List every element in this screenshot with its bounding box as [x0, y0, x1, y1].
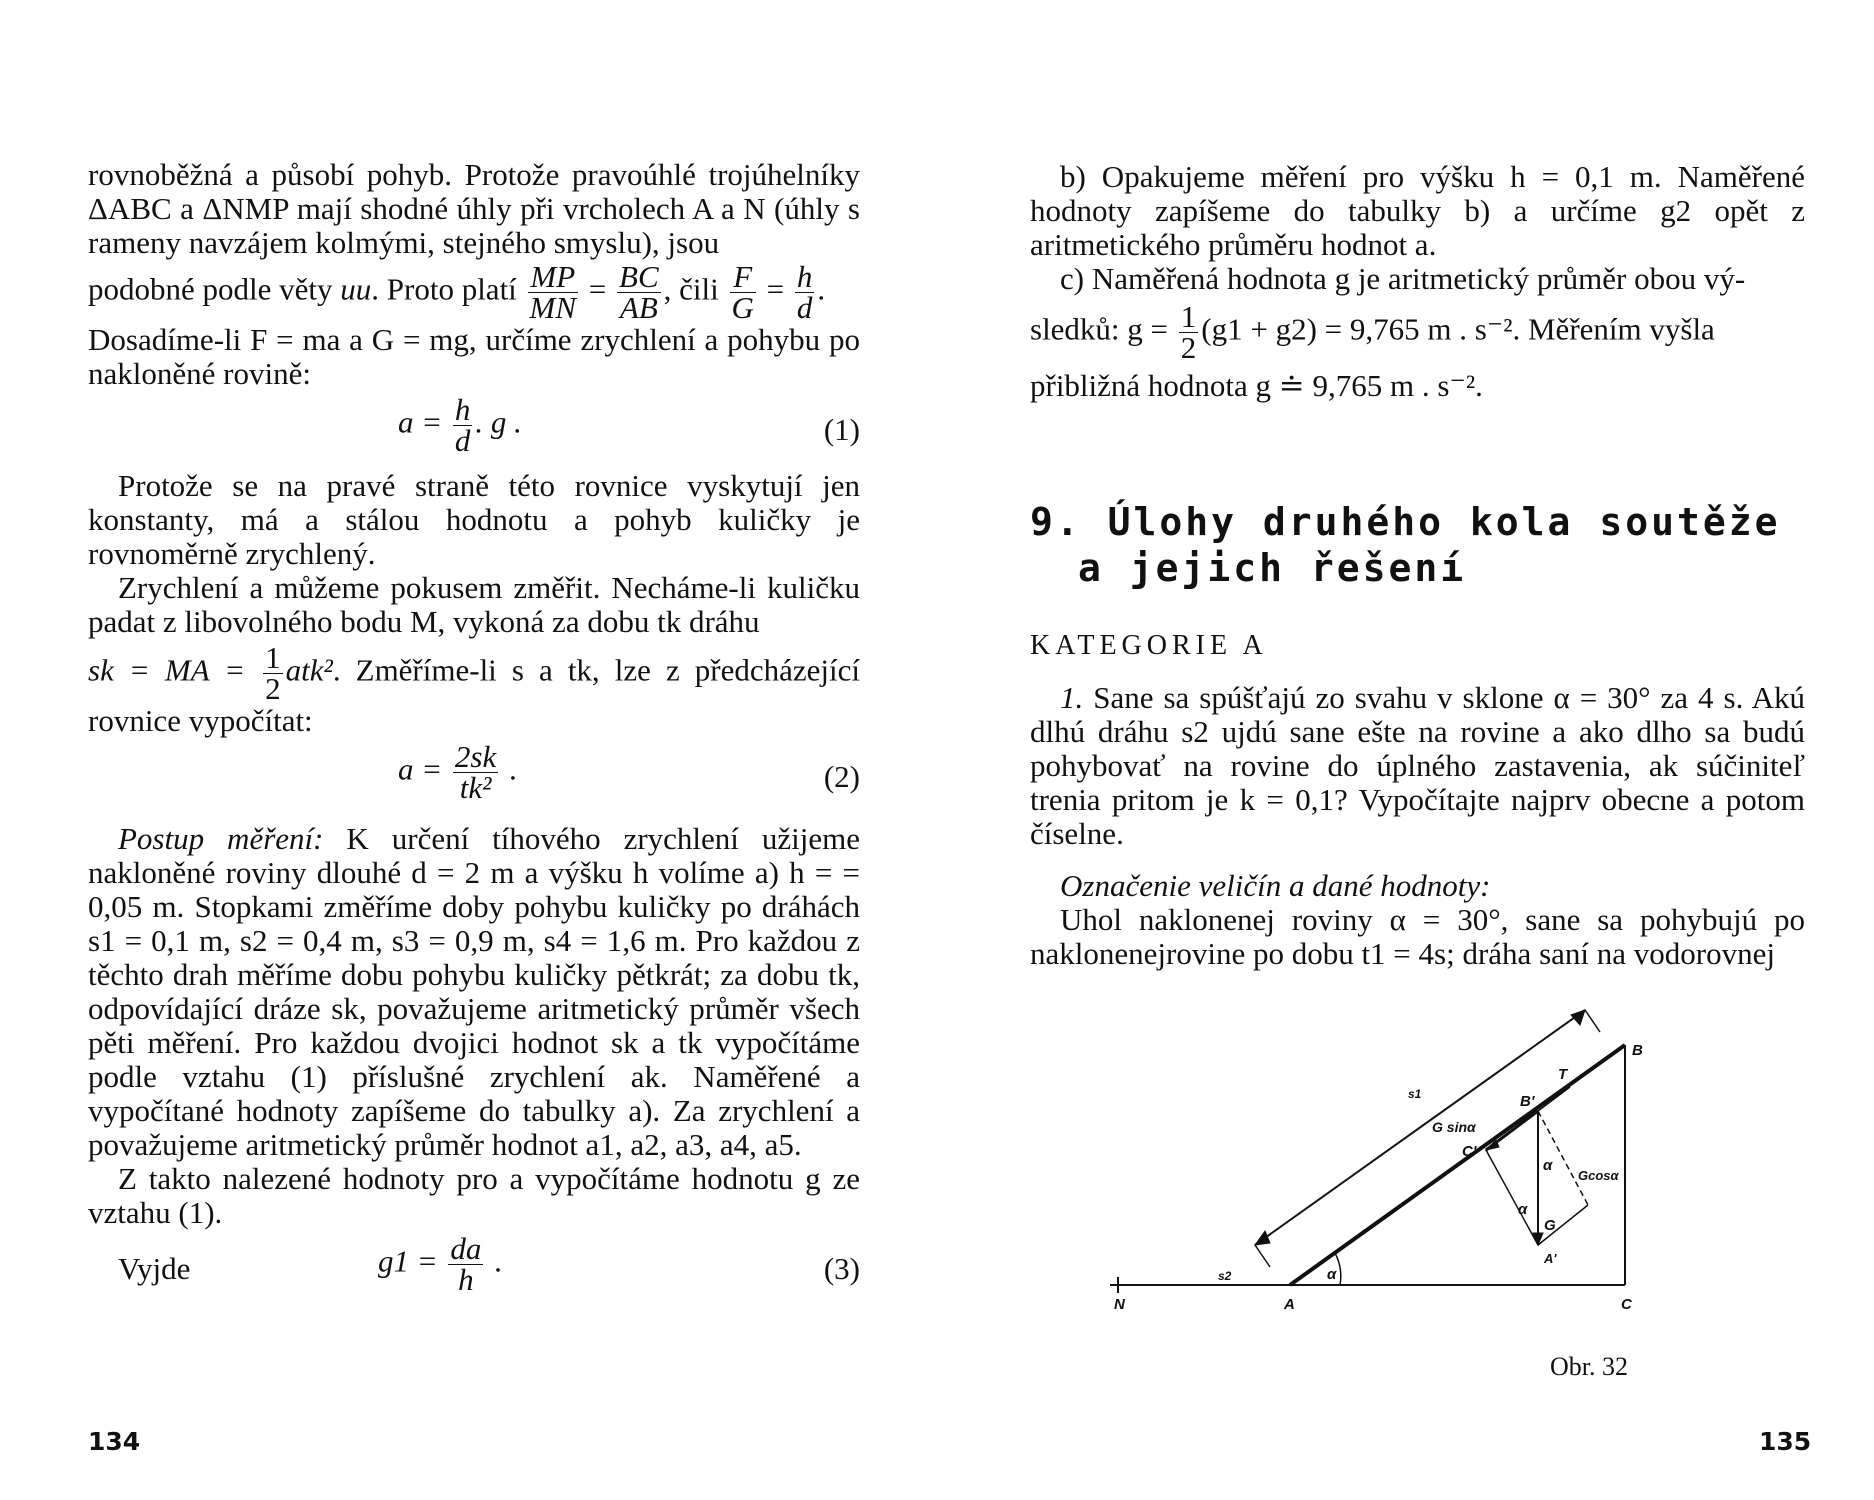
equation-number-2: (2)	[823, 759, 860, 794]
average-formula-line: sledků: g = $\frac{1}{2}$ (g1 + g2) = 9,765 m . s⁻². Měřením vyšla	[1030, 299, 1715, 365]
approx-value-line: přibližná hodnota g ≐ 9,765 m . s⁻².	[1030, 368, 1483, 403]
label-g-cos: Gcosα	[1578, 1168, 1619, 1183]
left-text-column	[88, 158, 860, 1316]
fraction-bc-ab: $\frac{BC}{AB}$	[619, 259, 659, 325]
category-heading: KATEGORIE A	[1030, 630, 1268, 661]
label-a: A	[1284, 1296, 1295, 1313]
label-t: T	[1558, 1066, 1568, 1083]
fraction-mp-mn: $\frac{MP}{MN}$	[529, 259, 577, 325]
label-alpha-3: α	[1327, 1266, 1337, 1283]
label-b-prime: B'	[1520, 1093, 1535, 1110]
figure-caption: Obr. 32	[1550, 1352, 1628, 1381]
label-alpha-2: α	[1518, 1201, 1528, 1218]
equation-number-1: (1)	[823, 412, 860, 447]
label-n: N	[1114, 1296, 1125, 1313]
fraction-half-right: $\frac{1}{2}$	[1180, 299, 1197, 365]
label-alpha-1: α	[1543, 1157, 1553, 1174]
equation-3: Vyjde g1 = $\frac{da}{h}$ . (3)	[118, 1231, 860, 1297]
equation-2: a = $\frac{2sk}{\text{tk²}}$ . (2)	[398, 739, 860, 805]
paragraph-b: b) Opakujeme měření pro výšku h = 0,1 m. Naměřené hodnoty zapíšeme do tabulky b) a určíme g2 opět z aritmetického průměru hodnot a.	[1030, 159, 1805, 262]
label-s1: s1	[1408, 1087, 1422, 1101]
label-g-sin: G sinα	[1432, 1119, 1476, 1135]
paragraph-measure: Zrychlení a můžeme pokusem změřit. Necháme-li kuličku padat z libovolného bodu M, vykoná za dobu tk dráhu	[88, 570, 860, 639]
page-number-left: 134	[88, 1427, 141, 1456]
label-c: C	[1621, 1296, 1632, 1313]
paragraph-c: c) Naměřená hodnota g je aritmetický průměr obou vý-	[1060, 261, 1746, 296]
fraction-f-g: $\frac{F}{G}$	[731, 259, 754, 325]
paragraph-substitution: Dosadíme-li F = ma a G = mg, určíme zrychlení a pohybu po nakloněné rovině:	[88, 322, 860, 391]
page-number-right: 135	[1759, 1427, 1812, 1456]
ratio-line: podobné podle věty uu. Proto platí $\frac{MP}{MN}$ = $\frac{BC}{AB}$ , čili $\frac{F}{G}$ = $\frac{h}{d}$ .	[88, 259, 826, 325]
label-g: G	[1544, 1217, 1556, 1234]
right-text-column	[1030, 160, 1805, 971]
equation-1: a = $\frac{h}{d}$ . g . (1)	[398, 392, 860, 458]
quantities-heading: Označenie veličín a dané hodnoty:	[1060, 868, 1491, 903]
right-page	[937, 0, 1874, 1500]
paragraph-constants: Protože se na pravé straně této rovnice vyskytují jen konstanty, má a stálou hodnotu a pohyb kuličky je rovnoměrně zrychlený.	[88, 468, 860, 571]
formula-line-sk: sk = MA = $\frac{1}{2}$ atk². Změříme-li s a tk, lze z předcházející rovnice vypočítat:	[88, 640, 860, 738]
label-a-prime: A'	[1544, 1251, 1557, 1266]
paragraph-procedure: Postup měření: K určení tíhového zrychlení užijeme nakloněné roviny dlouhé d = 2 m a výšku h volíme a) h = = 0,05 m. Stopkami změříme doby pohybu kuličky po dráhách s1 = 0,1 m, s2 = 0,4 m, s3 = 0,9 m, s4 = 1,6 m. Pro každou z těchto drah měříme dobu pohybu kuličky pětkrát; za dobu tk, odpovídající dráze sk, považujeme aritmetický průměr všech pěti měření. Pro každou dvojici hodnot sk a tk vypočítáme podle vztahu (1) příslušné zrychlení ak. Naměřené a vypočítané hodnoty zapíšeme do tabulky a). Za zrychlení a považujeme aritmetický průměr hodnot a1, a2, a3, a4, a5.	[88, 821, 860, 1162]
label-b: B	[1632, 1042, 1643, 1059]
paragraph-compute-g: Z takto nalezené hodnoty pro a vypočítáme hodnotu g ze vztahu (1).	[88, 1161, 860, 1230]
equation-number-3: (3)	[823, 1251, 860, 1286]
fraction-h-d: $\frac{h}{d}$	[796, 259, 813, 325]
label-c-prime: C'	[1462, 1143, 1477, 1160]
paragraph-angle: Uhol naklonenej roviny α = 30°, sane sa pohybujú po naklonenejrovine po dobu t1 = 4s; dráha saní na vodorovnej	[1030, 902, 1805, 971]
label-s2: s2	[1218, 1269, 1232, 1283]
inclined-plane-figure	[1110, 985, 1750, 1325]
paragraph-similar-triangles: rovnoběžná a působí pohyb. Protože pravoúhlé trojúhelníky ΔABC a ΔNMP mají shodné úhly při vrcholech A a N (úhly s rameny navzájem kolmými, stejného smyslu), jsou	[88, 157, 860, 260]
chapter-heading: 9. Úlohy druhého kola soutěže a jejich řešení	[1030, 500, 1781, 590]
task-1: 1. Sane sa spúšťajú zo svahu v sklone α = 30° za 4 s. Akú dlhú dráhu s2 ujdú sane ešte na rovine a ako dlho sa budú pohybovať na rovine do úplného zastavenia, ak súčiniteľ trenia pritom je k = 0,1? Vypočítajte najprv obecne a potom číselne.	[1030, 680, 1805, 851]
fraction-half: $\frac{1}{2}$	[265, 640, 281, 706]
